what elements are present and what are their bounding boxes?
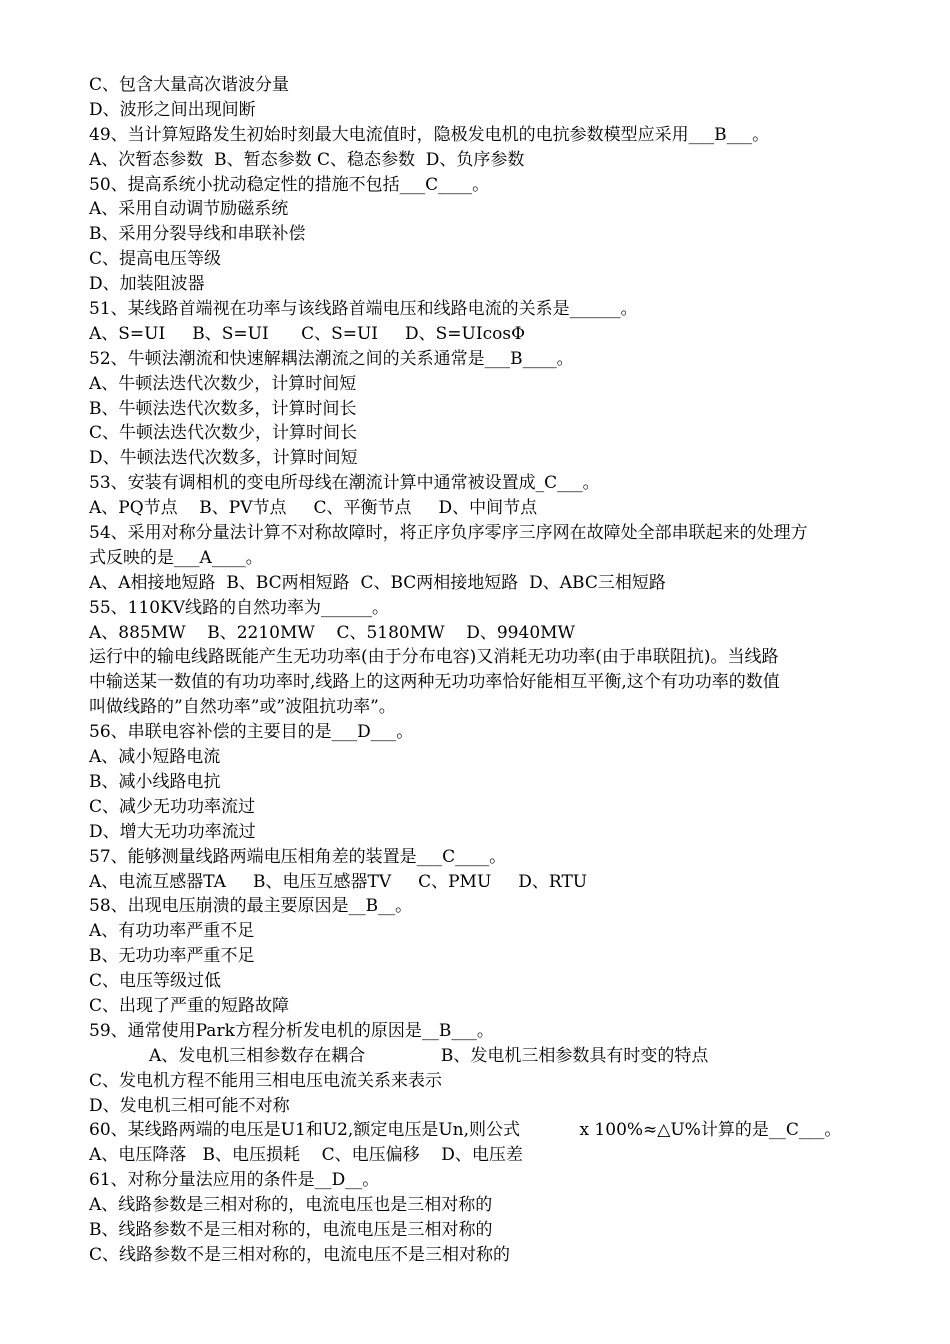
text-line: A、发电机三相参数存在耦合 B、发电机三相参数具有时变的特点: [149, 1045, 709, 1066]
text-line: D、牛顿法迭代次数多，计算时间短: [89, 448, 358, 469]
text-line: A、电压降落 B、电压损耗 C、电压偏移 D、电压差: [89, 1145, 523, 1166]
text-line: A、A相接地短路 B、BC两相短路 C、BC两相接地短路 D、ABC三相短路: [89, 572, 666, 593]
text-line: D、发电机三相可能不对称: [89, 1095, 290, 1116]
text-line: 52、牛顿法潮流和快速解耦法潮流之间的关系通常是___B____。: [89, 348, 574, 369]
text-line: 运行中的输电线路既能产生无功功率(由于分布电容)又消耗无功功率(由于串联阻抗)。当线路: [89, 647, 779, 668]
text-line: 53、安装有调相机的变电所母线在潮流计算中通常被设置成_C___。: [89, 473, 600, 494]
text-line: C、电压等级过低: [89, 971, 222, 992]
text-line: B、无功功率严重不足: [89, 946, 255, 967]
text-line: C、出现了严重的短路故障: [89, 995, 290, 1016]
text-line: 55、110KV线路的自然功率为______。: [89, 597, 390, 618]
text-line: A、885MW B、2210MW C、5180MW D、9940MW: [89, 622, 576, 643]
text-line: A、采用自动调节励磁系统: [89, 199, 289, 220]
text-line: B、采用分裂导线和串联补偿: [89, 224, 306, 245]
text-line: C、减少无功功率流过: [89, 796, 256, 817]
text-line: 61、对称分量法应用的条件是__D__。: [89, 1170, 380, 1191]
text-line: 49、当计算短路发生初始时刻最大电流值时，隐极发电机的电抗参数模型应采用___B___。: [89, 124, 770, 145]
text-line: A、减小短路电流: [89, 747, 221, 768]
text-line: A、牛顿法迭代次数少，计算时间短: [89, 373, 357, 394]
text-line: C、发电机方程不能用三相电压电流关系来表示: [89, 1070, 443, 1091]
text-line: C、线路参数不是三相对称的，电流电压不是三相对称的: [89, 1244, 511, 1265]
text-line: D、增大无功功率流过: [89, 821, 256, 842]
text-line: 56、串联电容补偿的主要目的是___D___。: [89, 722, 414, 743]
text-line: D、加装阻波器: [89, 274, 205, 295]
text-line: A、次暂态参数 B、暂态参数 C、稳态参数 D、负序参数: [89, 149, 525, 170]
text-line: D、波形之间出现间断: [89, 99, 256, 120]
text-line: A、电流互感器TA B、电压互感器TV C、PMU D、RTU: [89, 871, 588, 892]
text-line: A、S=UI B、S=UI C、S=UI D、S=UIcosΦ: [89, 323, 526, 344]
text-line: C、包含大量高次谐波分量: [89, 75, 290, 95]
text-line: 59、通常使用Park方程分析发电机的原因是__B___。: [89, 1020, 494, 1041]
text-line: 叫做线路的”自然功率”或”波阻抗功率”。: [89, 697, 396, 718]
text-line: 51、某线路首端视在功率与该线路首端电压和线路电流的关系是______。: [89, 299, 638, 320]
text-line: 54、采用对称分量法计算不对称故障时，将正序负序零序三序网在故障处全部串联起来的处理方: [89, 523, 808, 544]
text-line: C、提高电压等级: [89, 249, 222, 270]
text-line: A、线路参数是三相对称的，电流电压也是三相对称的: [89, 1195, 493, 1216]
text-line: 中输送某一数值的有功功率时,线路上的这两种无功功率恰好能相互平衡,这个有功功率的数值: [89, 672, 780, 693]
text-line: C、牛顿法迭代次数少，计算时间长: [89, 423, 358, 444]
text-line: 式反映的是___A____。: [89, 547, 263, 568]
text-line: 57、能够测量线路两端电压相角差的装置是___C____。: [89, 846, 507, 867]
text-line: B、减小线路电抗: [89, 771, 221, 792]
text-line: 58、出现电压崩溃的最主要原因是__B__。: [89, 896, 413, 917]
text-line: A、PQ节点 B、PV节点 C、平衡节点 D、中间节点: [89, 498, 538, 519]
text-line: 50、提高系统小扰动稳定性的措施不包括___C____。: [89, 174, 490, 195]
text-line: B、牛顿法迭代次数多，计算时间长: [89, 398, 357, 419]
text-line: A、有功功率严重不足: [89, 921, 255, 942]
text-line: B、线路参数不是三相对称的，电流电压是三相对称的: [89, 1219, 493, 1240]
text-line: 60、某线路两端的电压是U1和U2,额定电压是Un,则公式 x 100%≈△U%计算的是__C___。: [89, 1120, 842, 1141]
